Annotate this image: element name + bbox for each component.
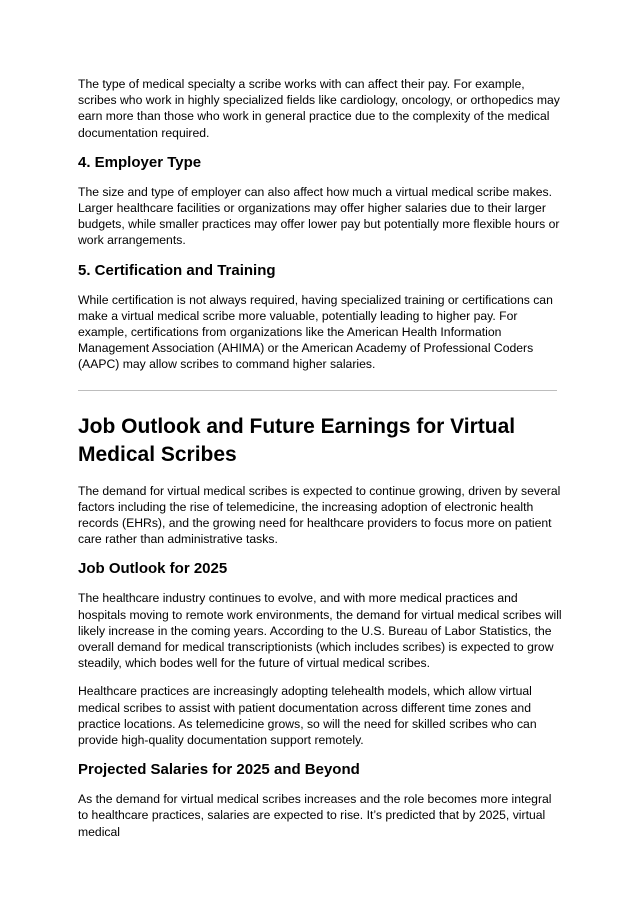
- employer-type-heading: 4. Employer Type: [78, 153, 202, 171]
- certification-heading: 5. Certification and Training: [78, 261, 276, 279]
- projected-salaries-paragraph: As the demand for virtual medical scribes increases and the role becomes more integral to healthcare practices, salaries are expected to rise. It’s predicted that by 2025, virtual medical: [78, 792, 552, 839]
- projected-salaries-heading: Projected Salaries for 2025 and Beyond: [78, 761, 360, 779]
- section-divider: [78, 390, 557, 391]
- outlook-2025-paragraph-1: The healthcare industry continues to evolve, and with more medical practices and hospitals moving to remote work environments, the demand for virtual medical scribes will likely increase in the coming years. According to the U.S. Bureau of Labor Statistics, the overall demand for medical transcriptionists (which includes scribes) is expected to grow steadily, which bodes well for the future of virtual medical scribes.: [78, 591, 562, 671]
- document-page: [78, 70, 564, 840]
- outlook-2025-heading: Job Outlook for 2025: [78, 560, 228, 578]
- specialty-paragraph: The type of medical specialty a scribe works with can affect their pay. For example, scribes who work in highly specialized fields like cardiology, oncology, or orthopedics may earn more than those who work in general practice due to the complexity of the medical documentation required.: [78, 77, 560, 140]
- employer-type-paragraph: The size and type of employer can also affect how much a virtual medical scribe makes. Larger healthcare facilities or organizations may offer higher salaries due to their larger budgets, while smaller practices may offer lower pay but potentially more flexible hours or work arrangements.: [78, 184, 560, 248]
- outlook-2025-paragraph-2: Healthcare practices are increasingly adopting telehealth models, which allow virtual medical scribes to assist with patient documentation across different time zones and practice locations. As telemedicine grows, so will the need for skilled scribes who can provide high-quality documentation support remotely.: [78, 684, 537, 748]
- outlook-title: Job Outlook and Future Earnings for Virtual Medical Scribes: [78, 414, 516, 466]
- outlook-paragraph: The demand for virtual medical scribes is expected to continue growing, driven by several factors including the rise of telemedicine, the increasing adoption of electronic health records (EHRs), and the growing need for healthcare providers to focus more on patient care rather than administrative tasks.: [78, 483, 561, 547]
- certification-paragraph: While certification is not always required, having specialized training or certifications can make a virtual medical scribe more valuable, potentially leading to higher pay. For example, certifications from organizations like the American Health Information Management Association (AHIMA) or the American Academy of Professional Coders (AAPC) may allow scribes to command higher salaries.: [78, 292, 553, 372]
